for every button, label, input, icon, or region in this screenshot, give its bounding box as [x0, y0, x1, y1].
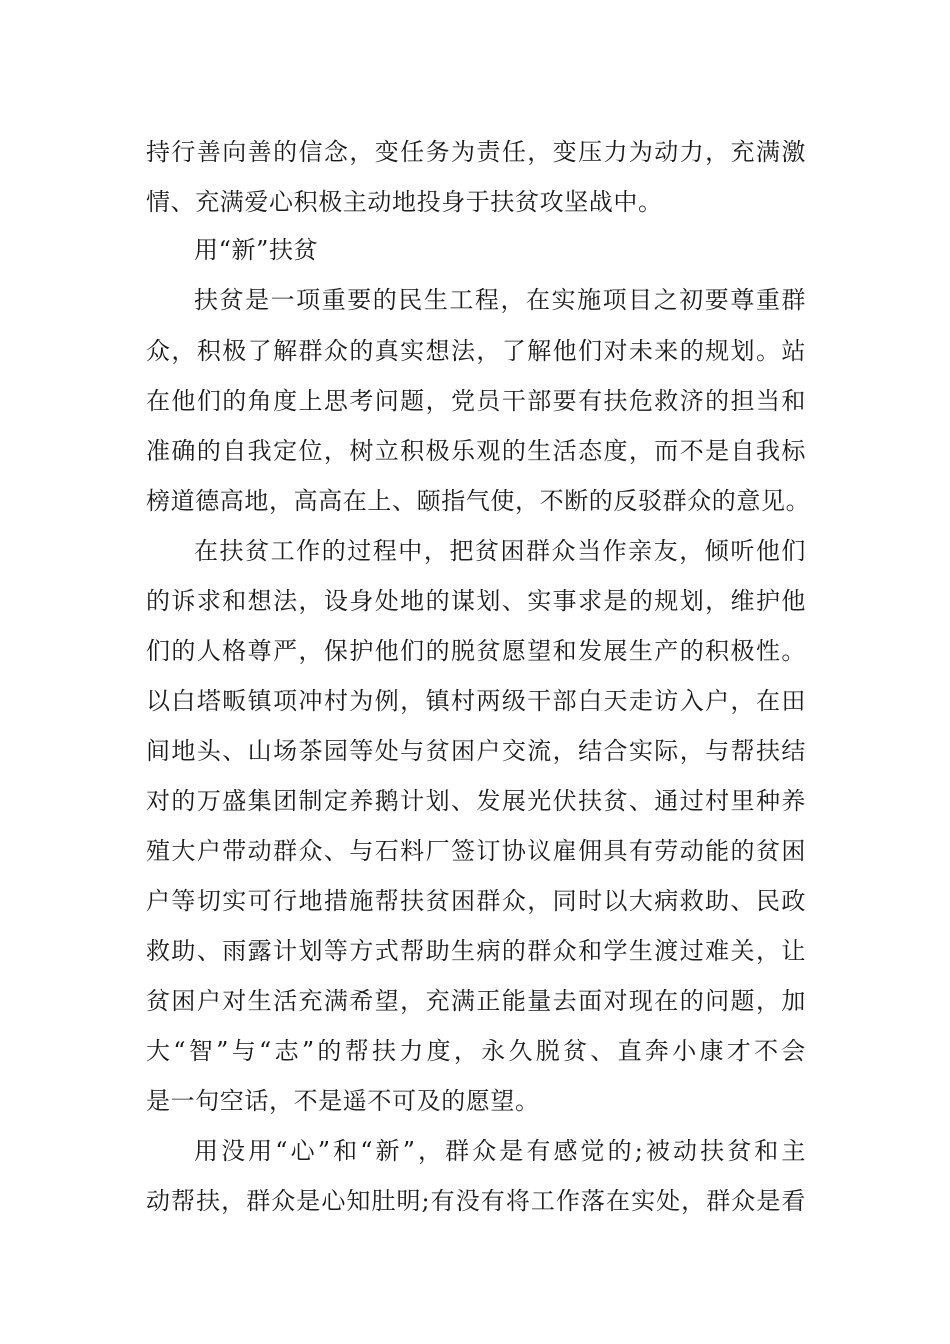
text-line: 用没用“心”和“新”，群众是有感觉的;被动扶贫和主: [194, 1137, 806, 1165]
text-line: 准确的自我定位，树立积极乐观的生活态度，而不是自我标: [146, 437, 806, 465]
text-line: 持行善向善的信念，变任务为责任，变压力为动力，充满激: [146, 138, 806, 166]
text-line: 众，积极了解群众的真实想法，了解他们对未来的规划。站: [146, 337, 806, 365]
text-line: 殖大户带动群众、与石料厂签订协议雇佣具有劳动能的贫困: [146, 837, 806, 865]
text-line: 是一句空话，不是遥不可及的愿望。: [146, 1087, 540, 1115]
text-line: 榜道德高地，高高在上、颐指气使，不断的反驳群众的意见。: [146, 487, 811, 515]
text-line: 在他们的角度上思考问题，党员干部要有扶危救济的担当和: [146, 387, 806, 415]
text-line: 户等切实可行地措施帮扶贫困群众，同时以大病救助、民政: [146, 887, 806, 915]
text-line: 的诉求和想法，设身处地的谋划、实事求是的规划，维护他: [146, 587, 806, 615]
section-heading: 用“新”扶贫: [194, 236, 319, 264]
text-line: 在扶贫工作的过程中，把贫困群众当作亲友，倾听他们: [194, 537, 806, 565]
text-line: 动帮扶，群众是心知肚明;有没有将工作落在实处，群众是看: [146, 1187, 806, 1215]
text-line: 扶贫是一项重要的民生工程，在实施项目之初要尊重群: [194, 286, 806, 314]
text-line: 对的万盛集团制定养鹅计划、发展光伏扶贫、通过村里种养: [146, 787, 806, 815]
text-line: 间地头、山场茶园等处与贫困户交流，结合实际，与帮扶结: [146, 737, 806, 765]
text-line: 救助、雨露计划等方式帮助生病的群众和学生渡过难关，让: [146, 937, 806, 965]
text-line: 情、充满爱心积极主动地投身于扶贫攻坚战中。: [146, 188, 663, 216]
text-line: 以白塔畈镇项冲村为例，镇村两级干部白天走访入户，在田: [146, 687, 806, 715]
text-line: 们的人格尊严，保护他们的脱贫愿望和发展生产的积极性。: [146, 637, 806, 665]
text-line: 大“智”与“志”的帮扶力度，永久脱贫、直奔小康才不会: [146, 1037, 806, 1065]
text-line: 贫困户对生活充满希望，充满正能量去面对现在的问题，加: [146, 987, 806, 1015]
